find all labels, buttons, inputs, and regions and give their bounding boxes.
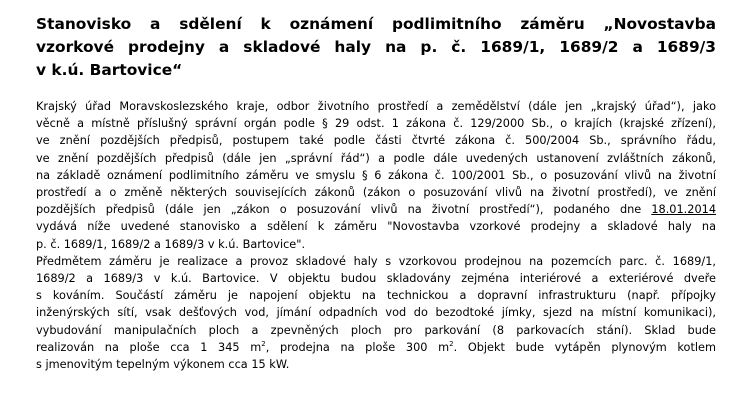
- text-line: ve znění pozdějších předpisů (dále jen „správní řád“) a podle dále uvedených ustanovení zvláštních zákonů,: [36, 151, 716, 165]
- text-line: na základě oznámení podlimitního záměru ve smyslu § 6 zákona č. 100/2001 Sb., o posuzování vlivů na životní: [36, 168, 716, 182]
- text-segment: , prodejna na ploše 300 m: [265, 340, 450, 354]
- text-line: 1689/2 a 1689/3 v k.ú. Bartovice. V objektu budou skladovány zejména interiérové a exteriérové dveře: [36, 272, 716, 286]
- text-line: [36, 201, 716, 218]
- text-line: p. č. 1689/1, 1689/2 a 1689/3 v k.ú. Bartovice".: [36, 237, 306, 251]
- text-line: Předmětem záměru je realizace a provoz skladové haly s vzorkovou prodejnou na pozemcích parc. č. 1689/1,: [36, 254, 716, 268]
- text-line: Krajský úřad Moravskoslezského kraje, odbor životního prostředí a zemědělství (dále jen „krajský úřad“), jako: [36, 100, 716, 113]
- filing-date: 18.01.2014: [651, 203, 717, 217]
- superscript: 2: [261, 340, 266, 349]
- text-line: věcně a místně příslušný správní orgán podle § 29 odst. 1 zákona č. 129/2000 Sb., o krajích (krajské zřízení),: [36, 117, 716, 131]
- text-segment: realizován na ploše cca 1 345 m: [36, 340, 262, 354]
- paragraph-2: [36, 253, 716, 373]
- text-line: prostředí a o změně některých souvisejících zákonů (zákon o posuzování vlivů na životní prostředí), ve znění: [36, 186, 716, 200]
- document-body: [36, 98, 716, 373]
- text-segment: pozdějších předpisů (dále jen „zákon o posuzování vlivů na životní prostředí“), podaného dne: [36, 203, 642, 217]
- superscript: 2: [449, 340, 454, 349]
- text-line: ve znění pozdějších předpisů, postupem také podle části čtvrté zákona č. 500/2004 Sb., správního řádu,: [36, 134, 716, 148]
- text-line: inženýrských sítí, vsak dešťových vod, jímání odpadních vod do bezodtoké jímky, sjezd na místní komunikaci),: [36, 306, 716, 320]
- title-line: Stanovisko a sdělení k oznámení podlimitního záměru „Novostavba: [36, 15, 716, 33]
- text-line: [36, 339, 716, 356]
- text-line: vybudování manipulačních ploch a zpevněných ploch pro parkování (8 parkovacích stání). Sklad bude: [36, 323, 716, 337]
- title-line: v k.ú. Bartovice“: [36, 61, 183, 79]
- text-line: s kováním. Součástí záměru je napojení objektu na technickou a dopravní infrastrukturu (např. přípojky: [36, 289, 716, 303]
- paragraph-1: [36, 98, 716, 253]
- text-line: vydává níže uvedené stanovisko a sdělení k záměru "Novostavba vzorkové prodejny a skladové haly na: [36, 220, 716, 234]
- title-line: vzorkové prodejny a skladové haly na p. č. 1689/1, 1689/2 a 1689/3: [36, 38, 716, 56]
- document-title: [36, 13, 716, 82]
- text-line: s jmenovitým tepelným výkonem cca 15 kW.: [36, 358, 290, 372]
- text-segment: . Objekt bude vytápěn plynovým kotlem: [453, 340, 716, 354]
